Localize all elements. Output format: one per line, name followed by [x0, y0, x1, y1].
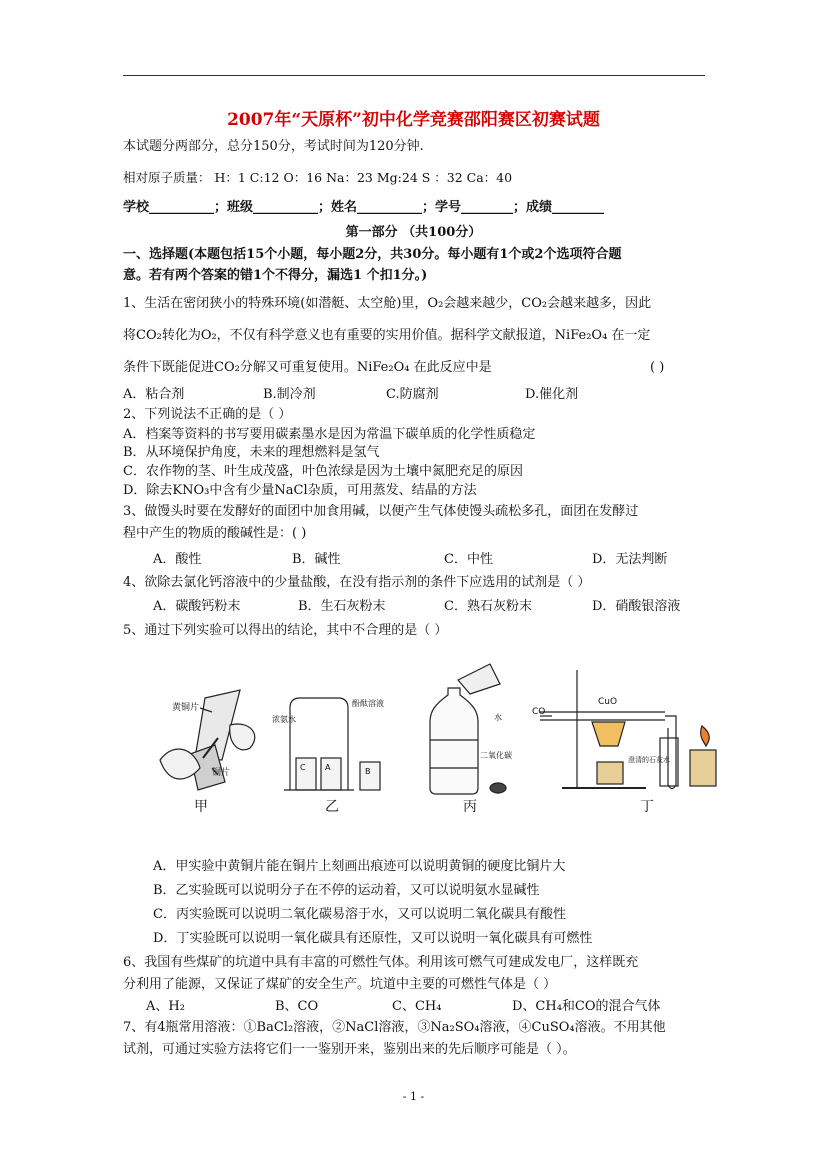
- section-instruction-2: 意。若有两个答案的错1个不得分，漏选1 个扣1分。): [123, 268, 428, 283]
- label-cuo: CuO: [598, 697, 618, 707]
- q1-line-1: 1、生活在密闭狭小的特殊环境(如潜艇、太空舱)里，O₂会越来越少，CO₂会越来越多，因此: [123, 296, 652, 311]
- q3-line-1: 3、做馒头时要在发酵好的面团中加食用碱，以便产生气体使馒头疏松多孔，面团在发酵过: [123, 504, 639, 519]
- q5-option-a: A．甲实验中黄铜片能在铜片上刻画出痕迹可以说明黄铜的硬度比铜片大: [153, 859, 566, 874]
- q5-option-c: C．丙实验既可以说明二氧化碳易溶于水，又可以说明二氧化碳具有酸性: [153, 907, 566, 922]
- q6-option-c: C、CH₄: [392, 999, 442, 1014]
- q6-line-2: 分利用了能源，又保证了煤矿的安全生产。坑道中主要的可燃性气体是（ ）: [123, 977, 557, 992]
- section-instruction-1: 一、选择题(本题包括15个小题，每小题2分，共30分。每小题有1个或2个选项符合题: [123, 247, 622, 262]
- label-co2: 二氧化碳: [480, 751, 512, 760]
- q5-option-b: B．乙实验既可以说明分子在不停的运动着，又可以说明氨水显碱性: [153, 883, 540, 898]
- q3-option-a: A．酸性: [153, 552, 202, 567]
- top-rule: [123, 75, 705, 76]
- atomic-mass-line: 相对原子质量： H：1 C:12 O：16 Na：23 Mg:24 S ：32 Ca：40: [123, 170, 513, 185]
- intro-text: 本试题分两部分，总分150分，考试时间为120分钟.: [123, 139, 424, 154]
- figure-label-ding: 丁: [640, 799, 654, 815]
- student-info-line: 学校__________；班级__________；姓名__________；学号________；成绩________: [123, 200, 605, 215]
- figure-label-jia: 甲: [194, 799, 208, 815]
- q6-line-1: 6、我国有些煤矿的坑道中具有丰富的可燃性气体。利用该可燃气可建成发电厂，这样既充: [123, 955, 639, 970]
- q3-option-c: C．中性: [444, 552, 493, 567]
- q2-option-d: D．除去KNO₃中含有少量NaCl杂质，可用蒸发、结晶的方法: [123, 483, 477, 498]
- q4-option-c: C．熟石灰粉末: [444, 599, 532, 614]
- q1-option-d: D.催化剂: [525, 387, 579, 402]
- label-copper: 铜片: [212, 768, 231, 778]
- figure-yi-illustration: [272, 698, 384, 790]
- q1-option-b: B.制冷剂: [263, 387, 316, 402]
- label-beaker-b: B: [365, 767, 371, 776]
- part-heading: 第一部分 （共100分）: [345, 225, 482, 240]
- label-brass: 黄铜片: [172, 703, 200, 713]
- q2-option-a: A．档案等资料的书写要用碳素墨水是因为常温下碳单质的化学性质稳定: [123, 427, 536, 442]
- q4-option-d: D．硝酸银溶液: [592, 599, 681, 614]
- q6-option-a: A、H₂: [146, 999, 185, 1014]
- q4-stem: 4、欲除去氯化钙溶液中的少量盐酸，在没有指示剂的条件下应选用的试剂是（ ）: [123, 575, 591, 590]
- q1-line-3: 条件下既能促进CO₂分解又可重复使用。NiFe₂O₄ 在此反应中是: [123, 360, 492, 375]
- label-ammonia: 浓氨水: [272, 715, 296, 724]
- label-water: 水: [494, 713, 502, 722]
- label-limewater: 澄清的石灰水: [628, 756, 670, 764]
- q3-line-2: 程中产生的物质的酸碱性是：( ): [123, 526, 307, 541]
- q2-stem: 2、下列说法不正确的是（ ）: [123, 407, 292, 422]
- label-beaker-a: A: [325, 763, 331, 772]
- page-number: - 1 -: [402, 1090, 425, 1103]
- q5-stem: 5、通过下列实验可以得出的结论，其中不合理的是（ ）: [123, 623, 448, 638]
- q3-option-b: B．碱性: [292, 552, 341, 567]
- label-co-inlet: CO: [532, 707, 546, 717]
- figure-ding-illustration: [532, 670, 716, 789]
- q1-answer-paren: ( ): [650, 360, 665, 375]
- label-beaker-c: C: [300, 763, 306, 772]
- q5-option-d: D．丁实验既可以说明一氧化碳具有还原性，又可以说明一氧化碳具有可燃性: [153, 931, 593, 946]
- q4-option-b: B．生石灰粉末: [298, 599, 386, 614]
- q4-option-a: A．碳酸钙粉末: [153, 599, 241, 614]
- q3-option-d: D．无法判断: [592, 552, 668, 567]
- q7-line-1: 7、有4瓶常用溶液：①BaCl₂溶液，②NaCl溶液，③Na₂SO₄溶液，④CuSO₄溶液。不用其他: [123, 1020, 666, 1035]
- figure-bing-illustration: [430, 664, 512, 794]
- figure-label-yi: 乙: [325, 799, 339, 815]
- q6-option-b: B、CO: [275, 999, 319, 1014]
- q5-experiment-figures: [0, 650, 827, 810]
- q1-option-c: C.防腐剂: [386, 387, 439, 402]
- q6-option-d: D、CH₄和CO的混合气体: [512, 999, 661, 1014]
- page-title: 2007年“天原杯”初中化学竞赛邵阳赛区初赛试题: [227, 110, 600, 130]
- figure-jia-illustration: [160, 690, 255, 790]
- q2-option-b: B．从环境保护角度，未来的理想燃料是氢气: [123, 445, 380, 460]
- figure-label-bing: 丙: [463, 799, 477, 815]
- q1-option-a: A．粘合剂: [123, 387, 185, 402]
- q7-line-2: 试剂，可通过实验方法将它们一一鉴别开来，鉴别出来的先后顺序可能是（ ）。: [123, 1042, 576, 1057]
- q1-line-2: 将CO₂转化为O₂，不仅有科学意义也有重要的实用价值。据科学文献报道，NiFe₂O₄ 在一定: [123, 328, 651, 343]
- q2-option-c: C．农作物的茎、叶生成茂盛，叶色浓绿是因为土壤中氮肥充足的原因: [123, 464, 523, 479]
- label-phenolphthalein: 酚酞溶液: [352, 699, 384, 708]
